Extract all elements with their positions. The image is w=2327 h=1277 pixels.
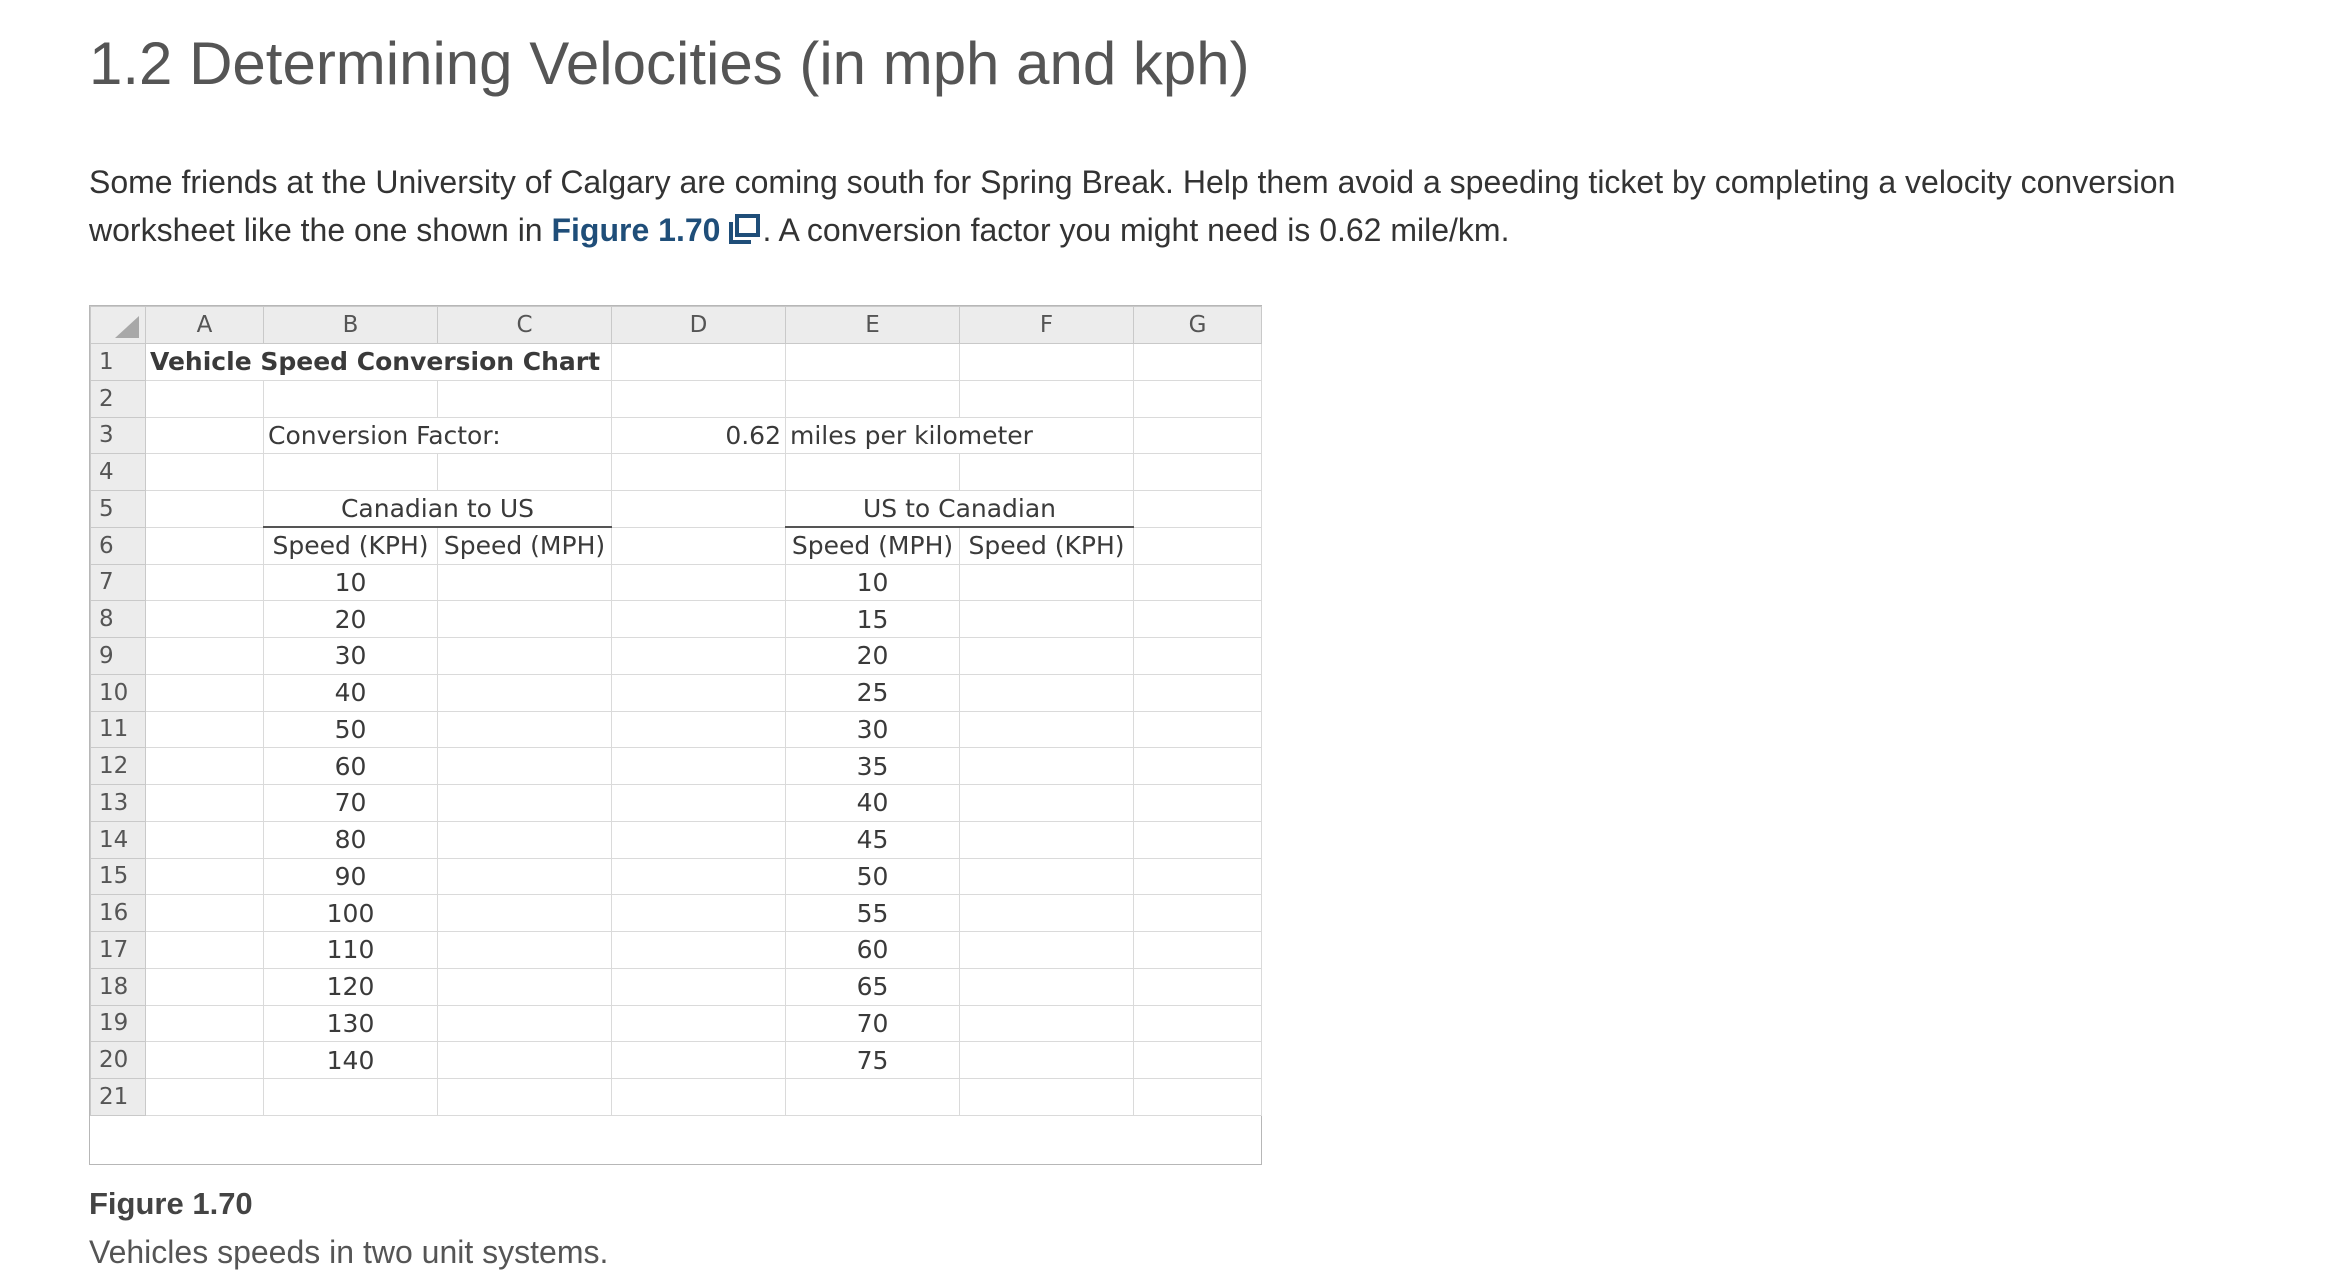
header-mph-cell[interactable]: Speed (MPH)	[438, 527, 612, 564]
open-in-window-icon	[728, 213, 762, 245]
kph-result-cell[interactable]	[960, 564, 1134, 601]
column-header-g[interactable]: G	[1134, 307, 1262, 344]
mph-result-cell[interactable]	[438, 638, 612, 675]
kph-result-cell[interactable]	[960, 1042, 1134, 1079]
sheet-row	[91, 527, 1262, 564]
kph-value-cell[interactable]: 60	[264, 748, 438, 785]
cell[interactable]	[146, 1079, 264, 1116]
kph-value-cell[interactable]: 30	[264, 638, 438, 675]
row-header[interactable]: 13	[91, 785, 146, 822]
cell[interactable]	[146, 564, 264, 601]
cell[interactable]	[612, 785, 786, 822]
conversion-unit-cell[interactable]: miles per kilometer	[786, 417, 1134, 454]
kph-value-cell[interactable]: 20	[264, 601, 438, 638]
cell[interactable]	[1134, 380, 1262, 417]
sheet-row	[91, 417, 1262, 454]
cell[interactable]	[146, 380, 264, 417]
cell[interactable]	[146, 748, 264, 785]
cell[interactable]	[786, 344, 960, 381]
cell[interactable]	[612, 601, 786, 638]
header-kph-cell[interactable]: Speed (KPH)	[264, 527, 438, 564]
cell[interactable]	[612, 821, 786, 858]
cell[interactable]	[612, 638, 786, 675]
cell[interactable]	[1134, 1005, 1262, 1042]
cell[interactable]	[1134, 932, 1262, 969]
chart-title-cell[interactable]: Vehicle Speed Conversion Chart	[146, 344, 612, 381]
sheet-row	[91, 564, 1262, 601]
intro-paragraph	[89, 158, 2289, 254]
canadian-to-us-heading[interactable]: Canadian to US	[264, 491, 612, 528]
sheet-row	[91, 491, 1262, 528]
cell[interactable]	[612, 1042, 786, 1079]
cell[interactable]	[1134, 344, 1262, 381]
intro-text-end: . A conversion factor you might need is 0.62 mile/km.	[762, 212, 1510, 248]
cell[interactable]	[612, 564, 786, 601]
cell[interactable]	[612, 454, 786, 491]
sheet-row	[91, 821, 1262, 858]
sheet-row	[91, 711, 1262, 748]
kph-value-cell[interactable]: 140	[264, 1042, 438, 1079]
sheet-row	[91, 454, 1262, 491]
cell[interactable]	[1134, 564, 1262, 601]
cell[interactable]	[960, 1079, 1134, 1116]
cell[interactable]	[1134, 454, 1262, 491]
kph-result-cell[interactable]	[960, 1005, 1134, 1042]
row-header[interactable]: 9	[91, 638, 146, 675]
sheet-row	[91, 895, 1262, 932]
mph-result-cell[interactable]	[438, 748, 612, 785]
mph-value-cell[interactable]: 15	[786, 601, 960, 638]
cell[interactable]	[146, 932, 264, 969]
mph-result-cell[interactable]	[438, 821, 612, 858]
kph-result-cell[interactable]	[960, 821, 1134, 858]
sheet-row	[91, 748, 1262, 785]
cell[interactable]	[264, 454, 438, 491]
sheet-row	[91, 380, 1262, 417]
mph-result-cell[interactable]	[438, 564, 612, 601]
cell[interactable]	[1134, 674, 1262, 711]
select-all-corner[interactable]	[91, 307, 146, 344]
cell[interactable]	[1134, 1042, 1262, 1079]
cell[interactable]	[146, 785, 264, 822]
row-header[interactable]: 15	[91, 858, 146, 895]
sheet-row	[91, 968, 1262, 1005]
sheet-row	[91, 785, 1262, 822]
cell[interactable]	[146, 527, 264, 564]
sheet-row	[91, 1079, 1262, 1116]
sheet-row	[91, 601, 1262, 638]
cell[interactable]	[1134, 858, 1262, 895]
cell[interactable]	[438, 1079, 612, 1116]
column-header-a[interactable]: A	[146, 307, 264, 344]
kph-result-cell[interactable]	[960, 785, 1134, 822]
row-header[interactable]: 7	[91, 564, 146, 601]
mph-value-cell[interactable]: 10	[786, 564, 960, 601]
row-header[interactable]: 17	[91, 932, 146, 969]
cell[interactable]	[438, 454, 612, 491]
mph-value-cell[interactable]: 35	[786, 748, 960, 785]
kph-result-cell[interactable]	[960, 895, 1134, 932]
kph-value-cell[interactable]: 120	[264, 968, 438, 1005]
column-header-e[interactable]: E	[786, 307, 960, 344]
mph-value-cell[interactable]: 25	[786, 674, 960, 711]
cell[interactable]	[146, 711, 264, 748]
column-header-b[interactable]: B	[264, 307, 438, 344]
row-header[interactable]: 1	[91, 344, 146, 381]
row-header[interactable]: 11	[91, 711, 146, 748]
figure-caption-title: Figure 1.70	[89, 1186, 253, 1221]
cell[interactable]	[146, 1005, 264, 1042]
kph-value-cell[interactable]: 110	[264, 932, 438, 969]
cell[interactable]	[146, 968, 264, 1005]
row-header[interactable]: 8	[91, 601, 146, 638]
cell[interactable]	[146, 858, 264, 895]
kph-value-cell[interactable]: 130	[264, 1005, 438, 1042]
mph-result-cell[interactable]	[438, 601, 612, 638]
sheet-row	[91, 638, 1262, 675]
cell[interactable]	[146, 417, 264, 454]
mph-value-cell[interactable]: 45	[786, 821, 960, 858]
mph-result-cell[interactable]	[438, 895, 612, 932]
kph-value-cell[interactable]: 40	[264, 674, 438, 711]
column-header-d[interactable]: D	[612, 307, 786, 344]
cell[interactable]	[960, 344, 1134, 381]
row-header[interactable]: 10	[91, 674, 146, 711]
cell[interactable]	[612, 1005, 786, 1042]
kph-result-cell[interactable]	[960, 748, 1134, 785]
kph-value-cell[interactable]: 10	[264, 564, 438, 601]
cell[interactable]	[146, 491, 264, 528]
row-header[interactable]: 4	[91, 454, 146, 491]
row-header[interactable]: 20	[91, 1042, 146, 1079]
mph-value-cell[interactable]: 75	[786, 1042, 960, 1079]
header-kph-cell[interactable]: Speed (KPH)	[960, 527, 1134, 564]
cell[interactable]	[1134, 968, 1262, 1005]
cell[interactable]	[1134, 711, 1262, 748]
row-header[interactable]: 19	[91, 1005, 146, 1042]
sheet-row	[91, 932, 1262, 969]
cell[interactable]	[612, 748, 786, 785]
row-header[interactable]: 3	[91, 417, 146, 454]
mph-value-cell[interactable]: 55	[786, 895, 960, 932]
column-header-f[interactable]: F	[960, 307, 1134, 344]
row-header[interactable]: 21	[91, 1079, 146, 1116]
cell[interactable]	[1134, 491, 1262, 528]
sheet-row	[91, 1042, 1262, 1079]
row-header[interactable]: 14	[91, 821, 146, 858]
column-header-c[interactable]: C	[438, 307, 612, 344]
cell[interactable]	[1134, 417, 1262, 454]
cell[interactable]	[960, 454, 1134, 491]
kph-result-cell[interactable]	[960, 674, 1134, 711]
cell[interactable]	[146, 601, 264, 638]
row-header[interactable]: 2	[91, 380, 146, 417]
kph-value-cell[interactable]: 70	[264, 785, 438, 822]
mph-result-cell[interactable]	[438, 1005, 612, 1042]
cell[interactable]	[146, 674, 264, 711]
cell[interactable]	[612, 858, 786, 895]
sheet-row	[91, 674, 1262, 711]
mph-value-cell[interactable]: 60	[786, 932, 960, 969]
cell[interactable]	[1134, 821, 1262, 858]
cell[interactable]	[146, 1042, 264, 1079]
kph-result-cell[interactable]	[960, 968, 1134, 1005]
row-header[interactable]: 16	[91, 895, 146, 932]
cell[interactable]	[612, 932, 786, 969]
kph-value-cell[interactable]: 50	[264, 711, 438, 748]
mph-value-cell[interactable]: 65	[786, 968, 960, 1005]
conversion-label-cell[interactable]: Conversion Factor:	[264, 417, 438, 454]
cell[interactable]	[146, 895, 264, 932]
kph-value-cell[interactable]: 100	[264, 895, 438, 932]
cell[interactable]	[1134, 601, 1262, 638]
kph-result-cell[interactable]	[960, 638, 1134, 675]
kph-value-cell[interactable]: 80	[264, 821, 438, 858]
cell[interactable]	[786, 454, 960, 491]
sheet-row	[91, 1005, 1262, 1042]
cell[interactable]	[146, 454, 264, 491]
cell[interactable]	[786, 1079, 960, 1116]
cell[interactable]	[1134, 638, 1262, 675]
mph-value-cell[interactable]: 50	[786, 858, 960, 895]
cell[interactable]	[612, 527, 786, 564]
cell[interactable]	[612, 674, 786, 711]
mph-result-cell[interactable]	[438, 968, 612, 1005]
kph-result-cell[interactable]	[960, 932, 1134, 969]
us-to-canadian-heading[interactable]: US to Canadian	[786, 491, 1134, 528]
row-header[interactable]: 6	[91, 527, 146, 564]
header-mph-cell[interactable]: Speed (MPH)	[786, 527, 960, 564]
cell[interactable]	[1134, 785, 1262, 822]
sheet-row	[91, 858, 1262, 895]
cell[interactable]	[1134, 1079, 1262, 1116]
cell[interactable]	[264, 380, 438, 417]
spreadsheet-figure	[89, 305, 1262, 1165]
mph-result-cell[interactable]	[438, 785, 612, 822]
mph-result-cell[interactable]	[438, 932, 612, 969]
sheet-row	[91, 344, 1262, 381]
cell[interactable]	[612, 344, 786, 381]
row-header[interactable]: 18	[91, 968, 146, 1005]
cell[interactable]	[1134, 527, 1262, 564]
cell[interactable]	[1134, 748, 1262, 785]
cell[interactable]	[612, 1079, 786, 1116]
kph-result-cell[interactable]	[960, 711, 1134, 748]
mph-result-cell[interactable]	[438, 674, 612, 711]
mph-value-cell[interactable]: 20	[786, 638, 960, 675]
conversion-value-cell[interactable]: 0.62	[612, 417, 786, 454]
kph-value-cell[interactable]: 90	[264, 858, 438, 895]
cell[interactable]	[612, 711, 786, 748]
mph-result-cell[interactable]	[438, 858, 612, 895]
cell[interactable]	[1134, 895, 1262, 932]
mph-result-cell[interactable]	[438, 1042, 612, 1079]
intro-text: Some friends at the University of Calgary are coming south for Spring Break. Help them avoid a speeding ticket by completing a velocity conversion worksheet like the one shown in	[89, 164, 2176, 248]
page-title: 1.2 Determining Velocities (in mph and kph)	[89, 30, 1250, 97]
cell[interactable]	[146, 638, 264, 675]
mph-value-cell[interactable]: 70	[786, 1005, 960, 1042]
figure-caption-text: Vehicles speeds in two unit systems.	[89, 1234, 609, 1270]
cell[interactable]	[612, 380, 786, 417]
cell[interactable]	[612, 491, 786, 528]
row-header[interactable]: 5	[91, 491, 146, 528]
kph-result-cell[interactable]	[960, 858, 1134, 895]
mph-result-cell[interactable]	[438, 711, 612, 748]
cell[interactable]	[264, 1079, 438, 1116]
cell[interactable]	[960, 380, 1134, 417]
row-header[interactable]: 12	[91, 748, 146, 785]
cell[interactable]	[786, 380, 960, 417]
cell[interactable]	[612, 895, 786, 932]
column-header-row	[91, 307, 1262, 344]
cell[interactable]	[146, 821, 264, 858]
spreadsheet-grid	[90, 306, 1262, 1116]
figure-link[interactable]	[551, 212, 762, 248]
cell[interactable]	[438, 380, 612, 417]
cell[interactable]	[612, 968, 786, 1005]
mph-value-cell[interactable]: 40	[786, 785, 960, 822]
kph-result-cell[interactable]	[960, 601, 1134, 638]
mph-value-cell[interactable]: 30	[786, 711, 960, 748]
figure-link-label: Figure 1.70	[551, 212, 721, 248]
